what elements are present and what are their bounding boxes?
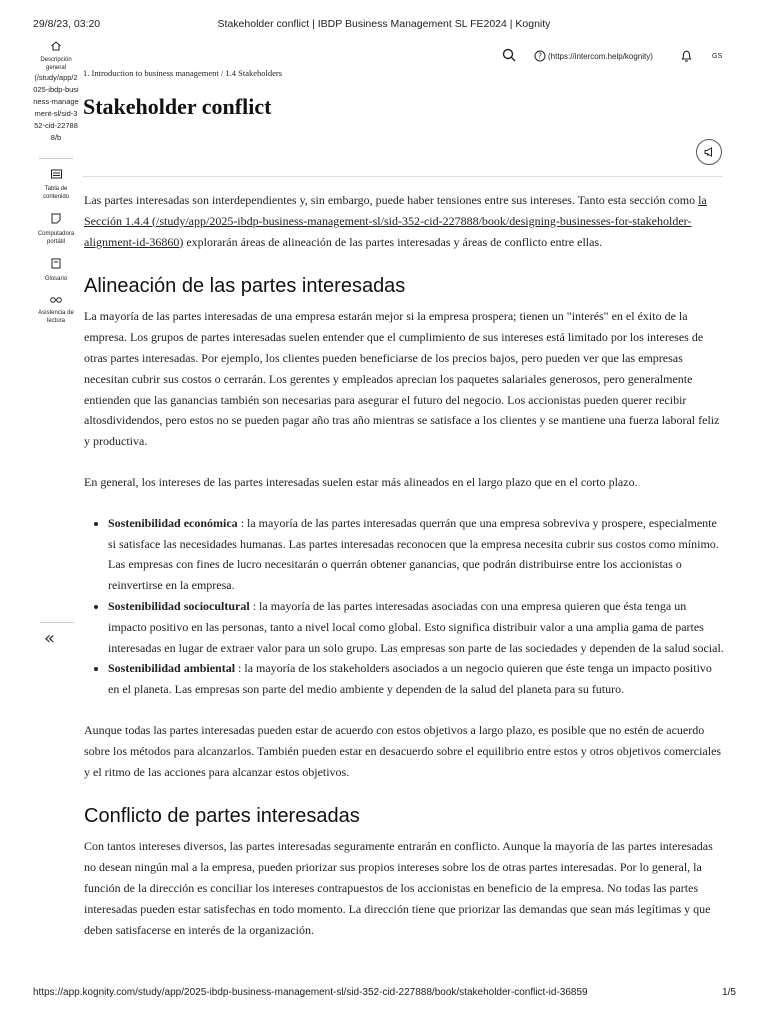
- conflict-heading: Conflicto de partes interesadas: [84, 805, 360, 828]
- help-link-text: (https://intercom.help/kognity): [548, 51, 653, 61]
- print-header: [0, 0, 768, 30]
- collapse-sidebar-icon[interactable]: «: [44, 628, 56, 649]
- alignment-paragraph-1: La mayoría de las partes interesadas de una empresa estarán mejor si la empresa prospera; tienen un "interés" en el éxito de la empresa. Los grupos de partes interesadas suelen entender que el cumplimiento de sus intereses está limitado por los intereses de otras partes interesadas. Por ejemplo, los clientes pueden beneficiarse de los precios bajos, pero pueden ver que las empresas necesitan cubrir sus costos o cerrarán. Los gerentes y empleados aprecian los paquetes salariales generosos, pero generalmente entienden que las ganancias también son necesarias para asegurar el futuro del negocio. Los accionistas pueden querer recibir altosdividendos, pero estos no se pueden pagar año tras año mientras se satisface a los clientes y se mantiene una fuerza laboral feliz y productiva.: [84, 309, 720, 449]
- intro-text: Las partes interesadas son interdependientes y, sin embargo, puede haber tensiones entre sus intereses. Tanto esta sección como: [84, 193, 699, 207]
- notifications-bell-icon[interactable]: [680, 49, 693, 63]
- user-avatar-initials[interactable]: GS: [712, 53, 723, 60]
- sidebar-item-label: Asistencia de lectura: [38, 310, 74, 324]
- help-link[interactable]: [534, 50, 653, 62]
- sidebar-overview-link[interactable]: (/study/app/2025-ibdp-business-management-sl/sid-352-cid-227888/b: [33, 73, 79, 142]
- conflict-paragraph-1: Con tantos intereses diversos, las partes interesadas seguramente entrarán en conflicto. Aunque la mayoría de las partes interesadas no desean ningún mal a la empresa, pueden priorizar sus propios intereses sobre los de otras partes interesadas. Por lo general, la función de la dirección es conciliar los intereses contrapuestos de los accionistas en beneficio de la empresa. No todas las partes interesadas pueden estar satisfechas en todo momento. La dirección tiene que priorizar las demandas que sean más legítimas y que deben satisfacerse en interés de la organización.: [84, 839, 713, 937]
- notebook-icon: [51, 213, 61, 224]
- sidebar-item-reading-assistance[interactable]: [33, 295, 79, 325]
- print-page-number: 1/5: [722, 987, 736, 998]
- list-item-term: Sostenibilidad ambiental: [108, 661, 236, 676]
- print-url: https://app.kognity.com/study/app/2025-ibdp-business-management-sl/sid-352-cid-227888/book/stakeholder-conflict-id-36859: [33, 987, 588, 998]
- print-document-title: Stakeholder conflict | IBDP Business Management SL FE2024 | Kognity: [217, 18, 551, 30]
- table-of-contents-icon: [51, 169, 62, 179]
- list-item-term: Sostenibilidad económica: [108, 515, 238, 530]
- list-item-term: Sostenibilidad sociocultural: [108, 598, 250, 613]
- sidebar-item-label: Computadora portátil: [37, 231, 75, 245]
- megaphone-icon: [703, 146, 715, 158]
- list-item: [108, 658, 724, 700]
- page-title: Stakeholder conflict: [83, 94, 272, 119]
- home-icon: [50, 40, 62, 52]
- article-content: [84, 190, 724, 960]
- sidebar-item-label: Tabla de contenido: [42, 186, 70, 200]
- list-item-text: : la mayoría de los stakeholders asociados a un negocio quieren que éste tenga un impacto positivo en el planeta. Las empresas son parte del medio ambiente y dependen de la salud del planeta para su futuro.: [108, 661, 712, 697]
- list-item-text: : la mayoría de las partes interesadas querrán que una empresa sobreviva y prospere, especialmente si satisface las necesidades humanas. Las partes interesadas reconocen que la empresa necesita cubrir sus costos como mínimo. Las empresas con fines de lucro necesitarán o querrán obtener ganancias, que podrán distribuirse entre los accionistas o reinvertirse en la empresa.: [108, 515, 719, 593]
- sidebar-item-label: Descripción general: [40, 57, 72, 71]
- alignment-paragraph-3: Aunque todas las partes interesadas pueden estar de acuerdo con estos objetivos a largo plazo, es posible que no estén de acuerdo sobre los métodos para alcanzarlos. También pueden estar en desacuerdo sobre el equilibrio entre estos y otros objetivos comerciales y el ritmo de las acciones para alcanzar estos objetivos.: [84, 722, 722, 779]
- help-icon: [534, 50, 546, 62]
- top-toolbar: [500, 46, 740, 68]
- alignment-heading: Alineación de las partes interesadas: [84, 275, 406, 298]
- sidebar-divider: [40, 622, 74, 623]
- glossary-icon: [51, 258, 61, 269]
- search-icon[interactable]: [502, 48, 516, 62]
- print-footer: [0, 987, 768, 1024]
- intro-text-end: explorarán áreas de alineación de las partes interesadas y áreas de conflicto entre ellas.: [183, 234, 603, 249]
- intro-paragraph: [84, 190, 724, 252]
- list-item-text: : la mayoría de las partes interesadas asociadas con una empresa quieren que ésta tenga un impacto positivo en las personas, tanto a nivel local como global. Esto significa distribuir valor a una amplia gama de partes interesadas en lugar de extraer valor para un solo grupo. Las empresas son parte de las sociedades y dependen de la salud social.: [108, 598, 724, 655]
- sidebar: [33, 40, 79, 325]
- list-item: [108, 513, 724, 596]
- sidebar-item-label: Glosario: [44, 276, 68, 282]
- sidebar-item-overview[interactable]: [33, 40, 79, 144]
- reading-assistance-icon: [50, 295, 62, 304]
- sidebar-item-table-of-contents[interactable]: [33, 169, 79, 201]
- breadcrumb[interactable]: 1. Introduction to business management / 1.4 Stakeholders: [83, 68, 283, 78]
- list-item: [108, 596, 724, 658]
- sidebar-divider: [39, 158, 73, 159]
- sidebar-item-glossary[interactable]: [33, 258, 79, 283]
- sustainability-list: [84, 513, 724, 700]
- section-1-4-4-link[interactable]: la Sección 1.4.4 (/study/app/2025-ibdp-business-management-sl/sid-352-cid-227888/book/designing-businesses-for-stakeholder-alignment-id-36860): [84, 193, 707, 249]
- print-datetime: 29/8/23, 03:20: [33, 18, 101, 30]
- alignment-paragraph-2: En general, los intereses de las partes interesadas suelen estar más alineados en el largo plazo que en el corto plazo.: [84, 474, 638, 489]
- announce-button[interactable]: [696, 139, 722, 165]
- header-divider: [83, 176, 723, 177]
- svg-text:?: ?: [538, 51, 542, 61]
- sidebar-item-notebook[interactable]: [33, 213, 79, 246]
